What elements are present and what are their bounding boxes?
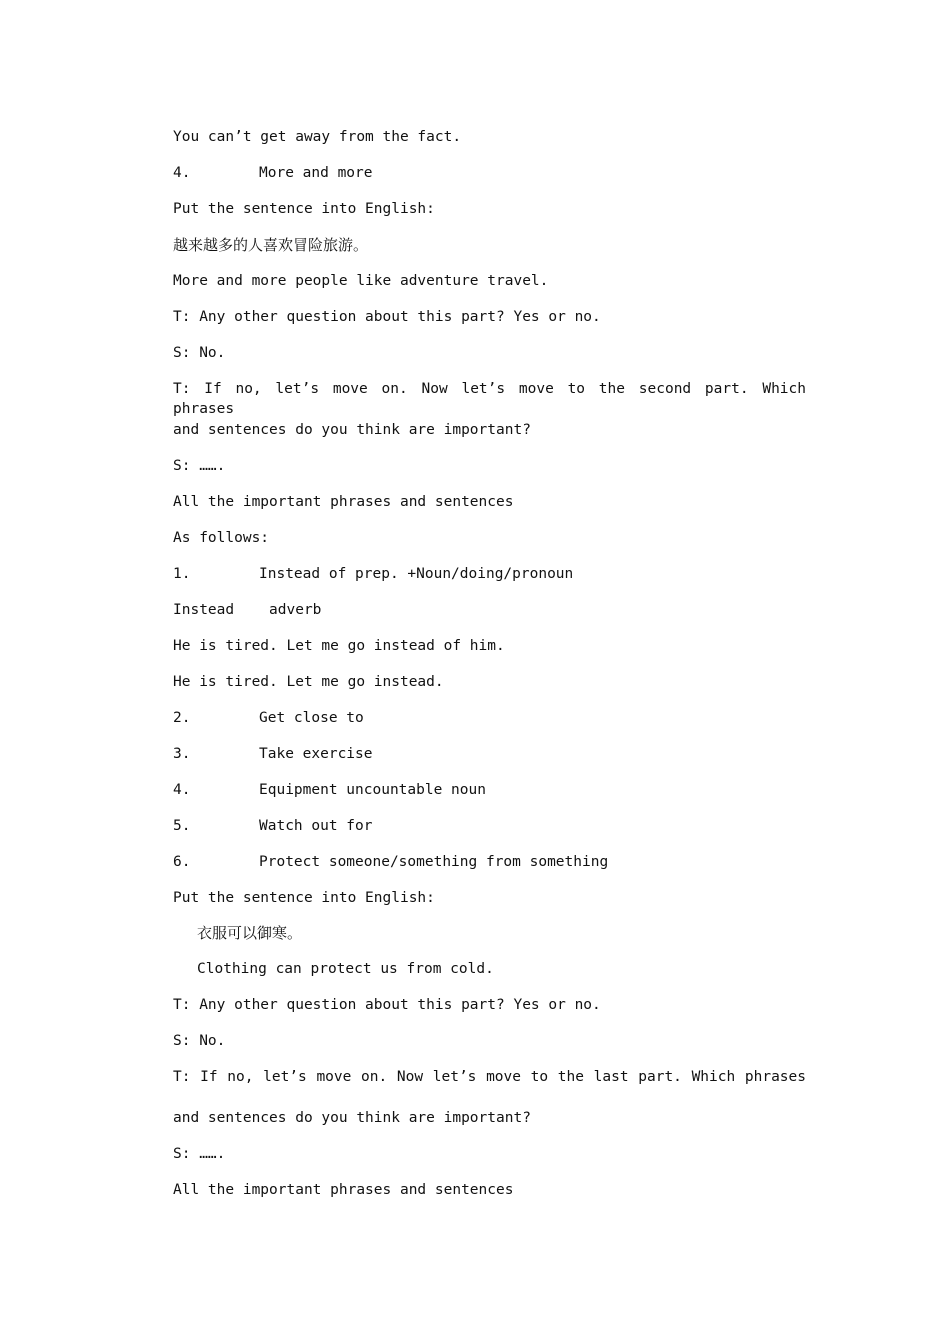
item-text: Protect someone/something from something: [259, 854, 609, 870]
text-line: All the important phrases and sentences: [173, 494, 514, 510]
numbered-item: [173, 780, 823, 800]
chinese-sentence: 衣服可以御寒。: [197, 924, 303, 942]
dialogue-line: and sentences do you think are important?: [173, 422, 531, 438]
item-number: 5.: [173, 818, 191, 834]
text-line: More and more people like adventure travel.: [173, 273, 549, 289]
text-line: Put the sentence into English:: [173, 890, 435, 906]
item-text: Get close to: [259, 710, 364, 726]
item-text: More and more: [259, 165, 373, 181]
text-line: As follows:: [173, 530, 270, 546]
item-number: 2.: [173, 710, 191, 726]
item-text: Take exercise: [259, 746, 373, 762]
item-text: Watch out for: [259, 818, 373, 834]
example-sentence: He is tired. Let me go instead.: [173, 674, 444, 690]
dialogue-line: and sentences do you think are important?: [173, 1110, 531, 1126]
numbered-item: [173, 852, 823, 872]
numbered-item: [173, 708, 823, 728]
text-line: You can’t get away from the fact.: [173, 129, 462, 145]
item-number: 1.: [173, 566, 191, 582]
item-number: 4.: [173, 782, 191, 798]
dialogue-line: S: …….: [173, 1146, 226, 1162]
dialogue-line: T: If no, let’s move on. Now let’s move to the last part. Which phrases: [173, 1069, 806, 1085]
dialogue-line: S: …….: [173, 458, 226, 474]
text-line: Clothing can protect us from cold.: [197, 961, 494, 977]
item-number: 3.: [173, 746, 191, 762]
numbered-item: [173, 744, 823, 764]
item-text: Equipment uncountable noun: [259, 782, 486, 798]
dialogue-line: S: No.: [173, 1033, 226, 1049]
text-line: Instead adverb: [173, 602, 322, 618]
numbered-item: [173, 816, 823, 836]
dialogue-line: S: No.: [173, 345, 226, 361]
item-number: 4.: [173, 165, 191, 181]
numbered-item: [173, 163, 823, 183]
numbered-item: [173, 564, 823, 584]
dialogue-line: T: If no, let’s move on. Now let’s move to the second part. Which phrases: [173, 381, 806, 417]
text-line: All the important phrases and sentences: [173, 1182, 514, 1198]
text-line: Put the sentence into English:: [173, 201, 435, 217]
dialogue-line: T: Any other question about this part? Yes or no.: [173, 997, 601, 1013]
dialogue-line: T: Any other question about this part? Yes or no.: [173, 309, 601, 325]
example-sentence: He is tired. Let me go instead of him.: [173, 638, 505, 654]
item-number: 6.: [173, 854, 191, 870]
chinese-sentence: 越来越多的人喜欢冒险旅游。: [173, 236, 369, 254]
item-text: Instead of prep. +Noun/doing/pronoun: [259, 566, 574, 582]
